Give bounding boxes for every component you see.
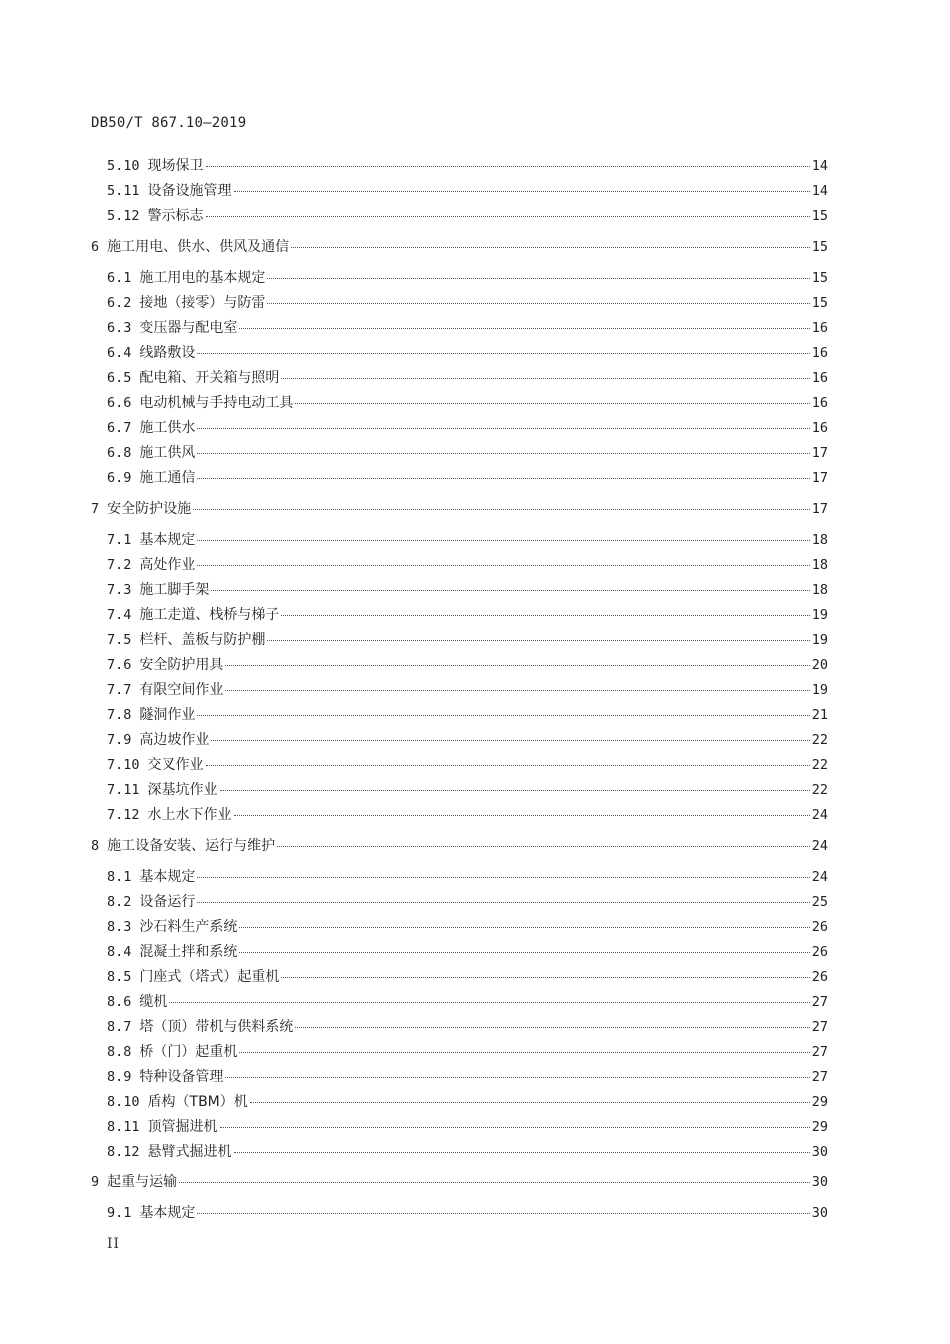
toc-dot-leader <box>197 715 809 716</box>
toc-section-entry[interactable] <box>107 468 828 488</box>
toc-entry-page: 26 <box>811 944 828 960</box>
toc-entry-number: 6.4 <box>107 345 132 361</box>
toc-dot-leader <box>197 540 809 541</box>
toc-entry-title: 盾构（TBM）机 <box>147 1094 248 1110</box>
toc-entry-number: 8.7 <box>107 1019 132 1035</box>
toc-section-entry[interactable] <box>107 268 828 288</box>
toc-section-entry[interactable] <box>107 655 828 675</box>
toc-entry-title: 现场保卫 <box>147 158 204 174</box>
toc-entry-number: 8.1 <box>107 869 132 885</box>
toc-section-entry[interactable] <box>107 181 828 201</box>
toc-section-entry[interactable] <box>107 343 828 363</box>
toc-section-entry[interactable] <box>107 1042 828 1062</box>
toc-entry-title: 施工脚手架 <box>139 582 210 598</box>
toc-section-entry[interactable] <box>107 1092 828 1112</box>
toc-dot-leader <box>193 509 810 510</box>
toc-entry-title: 安全防护用具 <box>139 657 224 673</box>
toc-dot-leader <box>197 902 809 903</box>
toc-section-entry[interactable] <box>107 630 828 650</box>
toc-dot-leader <box>225 690 809 691</box>
toc-chapter-entry[interactable] <box>91 836 828 856</box>
toc-entry-number: 6 <box>91 239 100 255</box>
toc-dot-leader <box>295 1027 809 1028</box>
toc-dot-leader <box>206 166 810 167</box>
toc-section-entry[interactable] <box>107 892 828 912</box>
toc-entry-page: 18 <box>811 532 828 548</box>
toc-entry-page: 14 <box>811 158 828 174</box>
toc-entry-page: 18 <box>811 557 828 573</box>
toc-dot-leader <box>277 846 810 847</box>
toc-entry-number: 7.4 <box>107 607 132 623</box>
toc-entry-page: 14 <box>811 183 828 199</box>
toc-entry-title: 缆机 <box>139 994 168 1010</box>
toc-entry-title: 基本规定 <box>139 869 196 885</box>
toc-entry-title: 警示标志 <box>147 208 204 224</box>
toc-entry-number: 5.10 <box>107 158 140 174</box>
toc-section-entry[interactable] <box>107 1017 828 1037</box>
toc-entry-title: 施工设备安装、运行与维护 <box>107 838 276 854</box>
toc-section-entry[interactable] <box>107 1142 828 1162</box>
toc-entry-page: 21 <box>811 707 828 723</box>
toc-section-entry[interactable] <box>107 1067 828 1087</box>
toc-entry-page: 27 <box>811 1019 828 1035</box>
toc-entry-number: 7.6 <box>107 657 132 673</box>
toc-entry-number: 8.9 <box>107 1069 132 1085</box>
toc-entry-title: 悬臂式掘进机 <box>147 1144 232 1160</box>
document-id-header: DB50/T 867.10—2019 <box>91 115 247 131</box>
toc-entry-page: 19 <box>811 682 828 698</box>
toc-entry-page: 16 <box>811 320 828 336</box>
toc-section-entry[interactable] <box>107 368 828 388</box>
toc-entry-page: 17 <box>811 501 828 517</box>
toc-entry-number: 8.8 <box>107 1044 132 1060</box>
toc-entry-number: 8.6 <box>107 994 132 1010</box>
toc-entry-number: 6.5 <box>107 370 132 386</box>
toc-dot-leader <box>179 1182 810 1183</box>
toc-entry-page: 22 <box>811 732 828 748</box>
toc-entry-title: 顶管掘进机 <box>147 1119 218 1135</box>
toc-dot-leader <box>250 1102 810 1103</box>
toc-dot-leader <box>197 877 809 878</box>
toc-entry-number: 7.2 <box>107 557 132 573</box>
toc-section-entry[interactable] <box>107 730 828 750</box>
toc-entry-page: 16 <box>811 395 828 411</box>
toc-entry-page: 16 <box>811 345 828 361</box>
toc-entry-page: 17 <box>811 445 828 461</box>
toc-section-entry[interactable] <box>107 780 828 800</box>
toc-entry-number: 5.12 <box>107 208 140 224</box>
toc-entry-title: 混凝土拌和系统 <box>139 944 238 960</box>
toc-entry-title: 高处作业 <box>139 557 196 573</box>
toc-entry-page: 24 <box>811 869 828 885</box>
toc-entry-number: 8.3 <box>107 919 132 935</box>
toc-entry-title: 施工通信 <box>139 470 196 486</box>
toc-entry-page: 15 <box>811 295 828 311</box>
toc-dot-leader <box>234 1152 810 1153</box>
toc-entry-title: 施工用电、供水、供风及通信 <box>107 239 290 255</box>
toc-entry-title: 基本规定 <box>139 532 196 548</box>
toc-dot-leader <box>239 1052 809 1053</box>
toc-entry-page: 20 <box>811 657 828 673</box>
toc-chapter-entry[interactable] <box>91 237 828 257</box>
toc-section-entry[interactable] <box>107 156 828 176</box>
toc-entry-title: 配电箱、开关箱与照明 <box>139 370 280 386</box>
toc-section-entry[interactable] <box>107 580 828 600</box>
toc-dot-leader <box>225 1077 809 1078</box>
toc-entry-page: 22 <box>811 782 828 798</box>
toc-dot-leader <box>234 191 810 192</box>
toc-chapter-entry[interactable] <box>91 1172 828 1192</box>
toc-dot-leader <box>211 590 809 591</box>
toc-entry-title: 隧洞作业 <box>139 707 196 723</box>
toc-entry-page: 16 <box>811 420 828 436</box>
toc-entry-number: 7.5 <box>107 632 132 648</box>
toc-entry-page: 16 <box>811 370 828 386</box>
toc-entry-number: 7.7 <box>107 682 132 698</box>
toc-section-entry[interactable] <box>107 967 828 987</box>
toc-entry-page: 18 <box>811 582 828 598</box>
toc-section-entry[interactable] <box>107 917 828 937</box>
toc-entry-title: 交叉作业 <box>147 757 204 773</box>
toc-entry-title: 起重与运输 <box>107 1174 178 1190</box>
toc-entry-title: 栏杆、盖板与防护棚 <box>139 632 266 648</box>
toc-entry-title: 桥（门）起重机 <box>139 1044 238 1060</box>
toc-chapter-entry[interactable] <box>91 499 828 519</box>
toc-entry-page: 19 <box>811 607 828 623</box>
toc-entry-page: 29 <box>811 1119 828 1135</box>
toc-entry-title: 线路敷设 <box>139 345 196 361</box>
toc-section-entry[interactable] <box>107 1117 828 1137</box>
toc-entry-title: 施工走道、栈桥与梯子 <box>139 607 280 623</box>
toc-dot-leader <box>169 1002 809 1003</box>
toc-entry-number: 9 <box>91 1174 100 1190</box>
toc-entry-page: 24 <box>811 838 828 854</box>
toc-dot-leader <box>239 952 809 953</box>
toc-section-entry[interactable] <box>107 680 828 700</box>
toc-dot-leader <box>234 815 810 816</box>
toc-entry-number: 8.5 <box>107 969 132 985</box>
toc-entry-number: 8.12 <box>107 1144 140 1160</box>
toc-entry-number: 8.4 <box>107 944 132 960</box>
toc-entry-number: 6.9 <box>107 470 132 486</box>
toc-entry-title: 塔（顶）带机与供料系统 <box>139 1019 294 1035</box>
toc-entry-title: 高边坡作业 <box>139 732 210 748</box>
toc-entry-number: 6.7 <box>107 420 132 436</box>
toc-section-entry[interactable] <box>107 705 828 725</box>
toc-dot-leader <box>197 478 809 479</box>
toc-entry-number: 5.11 <box>107 183 140 199</box>
toc-entry-title: 施工供风 <box>139 445 196 461</box>
toc-section-entry[interactable] <box>107 942 828 962</box>
toc-section-entry[interactable] <box>107 418 828 438</box>
toc-entry-number: 8.11 <box>107 1119 140 1135</box>
toc-entry-number: 7.11 <box>107 782 140 798</box>
toc-entry-number: 7.1 <box>107 532 132 548</box>
toc-entry-page: 29 <box>811 1094 828 1110</box>
toc-dot-leader <box>267 640 809 641</box>
toc-entry-number: 7.8 <box>107 707 132 723</box>
toc-dot-leader <box>239 927 809 928</box>
toc-section-entry[interactable] <box>107 318 828 338</box>
toc-entry-title: 有限空间作业 <box>139 682 224 698</box>
toc-dot-leader <box>206 765 810 766</box>
toc-entry-page: 26 <box>811 969 828 985</box>
toc-entry-number: 6.8 <box>107 445 132 461</box>
toc-entry-number: 8.2 <box>107 894 132 910</box>
toc-entry-page: 25 <box>811 894 828 910</box>
toc-dot-leader <box>220 790 810 791</box>
toc-entry-page: 26 <box>811 919 828 935</box>
toc-entry-title: 施工供水 <box>139 420 196 436</box>
toc-dot-leader <box>220 1127 810 1128</box>
toc-dot-leader <box>281 378 809 379</box>
toc-section-entry[interactable] <box>107 867 828 887</box>
toc-entry-title: 施工用电的基本规定 <box>139 270 266 286</box>
toc-entry-number: 6.1 <box>107 270 132 286</box>
toc-entry-page: 24 <box>811 807 828 823</box>
toc-entry-title: 沙石料生产系统 <box>139 919 238 935</box>
toc-entry-title: 门座式（塔式）起重机 <box>139 969 280 985</box>
toc-entry-page: 22 <box>811 757 828 773</box>
toc-entry-page: 27 <box>811 1069 828 1085</box>
toc-dot-leader <box>239 328 809 329</box>
toc-entry-page: 15 <box>811 270 828 286</box>
toc-entry-page: 15 <box>811 239 828 255</box>
toc-dot-leader <box>197 428 809 429</box>
toc-entry-page: 27 <box>811 994 828 1010</box>
toc-entry-number: 8 <box>91 838 100 854</box>
toc-entry-title: 水上水下作业 <box>147 807 232 823</box>
toc-entry-title: 变压器与配电室 <box>139 320 238 336</box>
toc-entry-number: 9.1 <box>107 1205 132 1221</box>
toc-entry-number: 7.9 <box>107 732 132 748</box>
toc-dot-leader <box>291 247 810 248</box>
toc-entry-title: 特种设备管理 <box>139 1069 224 1085</box>
toc-section-entry[interactable] <box>107 293 828 313</box>
toc-entry-number: 7 <box>91 501 100 517</box>
toc-entry-page: 17 <box>811 470 828 486</box>
toc-section-entry[interactable] <box>107 530 828 550</box>
toc-entry-page: 30 <box>811 1205 828 1221</box>
toc-entry-page: 30 <box>811 1174 828 1190</box>
toc-dot-leader <box>197 353 809 354</box>
toc-entry-number: 7.3 <box>107 582 132 598</box>
toc-entry-title: 电动机械与手持电动工具 <box>139 395 294 411</box>
toc-section-entry[interactable] <box>107 992 828 1012</box>
toc-entry-number: 6.3 <box>107 320 132 336</box>
toc-section-entry[interactable] <box>107 805 828 825</box>
toc-entry-number: 6.2 <box>107 295 132 311</box>
toc-section-entry[interactable] <box>107 555 828 575</box>
toc-entry-title: 接地（接零）与防雷 <box>139 295 266 311</box>
toc-entry-title: 基本规定 <box>139 1205 196 1221</box>
toc-entry-page: 15 <box>811 208 828 224</box>
toc-dot-leader <box>295 403 809 404</box>
toc-dot-leader <box>197 565 809 566</box>
toc-section-entry[interactable] <box>107 393 828 413</box>
toc-dot-leader <box>281 615 809 616</box>
toc-entry-number: 7.10 <box>107 757 140 773</box>
toc-section-entry[interactable] <box>107 206 828 226</box>
toc-section-entry[interactable] <box>107 443 828 463</box>
toc-dot-leader <box>267 303 809 304</box>
toc-dot-leader <box>281 977 809 978</box>
toc-dot-leader <box>225 665 809 666</box>
toc-section-entry[interactable] <box>107 605 828 625</box>
toc-entry-number: 7.12 <box>107 807 140 823</box>
toc-entry-number: 8.10 <box>107 1094 140 1110</box>
page-number: II <box>107 1236 121 1252</box>
toc-dot-leader <box>211 740 809 741</box>
toc-dot-leader <box>267 278 809 279</box>
toc-entry-page: 27 <box>811 1044 828 1060</box>
toc-section-entry[interactable] <box>107 755 828 775</box>
toc-dot-leader <box>197 453 809 454</box>
toc-section-entry[interactable] <box>107 1203 828 1223</box>
toc-entry-title: 设备设施管理 <box>147 183 232 199</box>
toc-entry-number: 6.6 <box>107 395 132 411</box>
toc-dot-leader <box>206 216 810 217</box>
toc-entry-page: 19 <box>811 632 828 648</box>
toc-entry-title: 深基坑作业 <box>147 782 218 798</box>
toc-entry-page: 30 <box>811 1144 828 1160</box>
toc-dot-leader <box>197 1213 809 1214</box>
toc-entry-title: 安全防护设施 <box>107 501 192 517</box>
toc-entry-title: 设备运行 <box>139 894 196 910</box>
